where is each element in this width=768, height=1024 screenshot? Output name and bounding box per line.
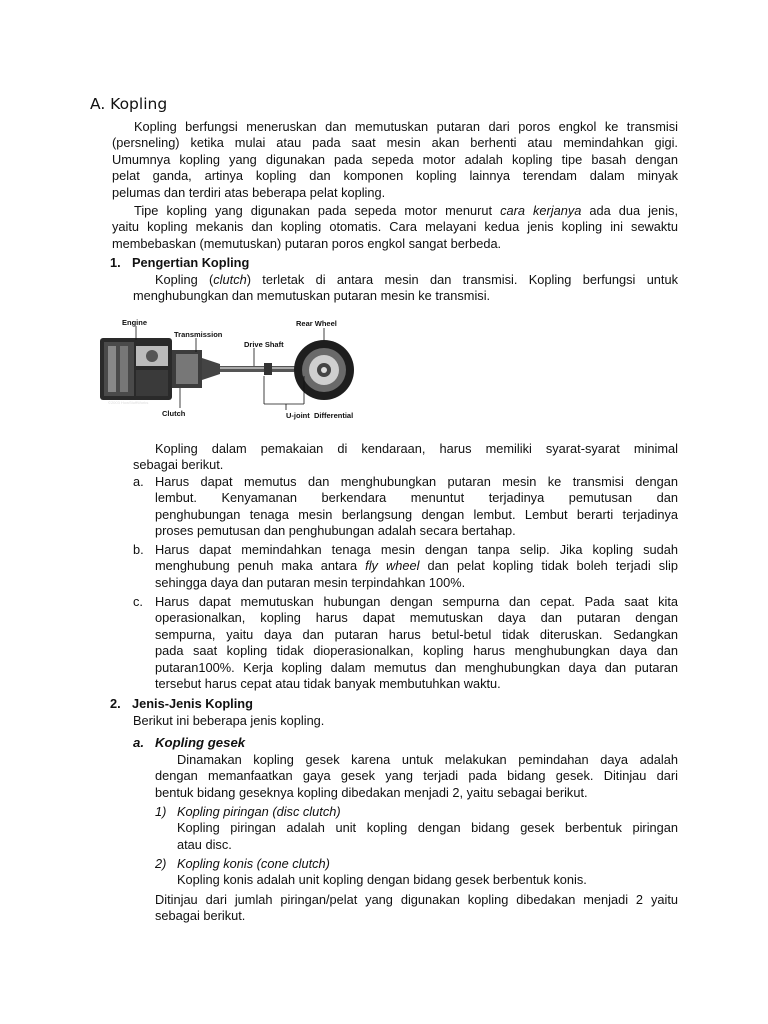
text-line: dengan memanfaatkan gaya gesek yang terjadi pada bidang gesek. Ditinjau dari xyxy=(155,768,678,784)
item-text xyxy=(155,594,678,692)
text-line: menghubungkan dan memutuskan putaran mesin ke transmisi. xyxy=(133,288,491,304)
rear-wheel-illustration xyxy=(294,340,354,400)
text-line: Umumnya kopling yang digunakan pada sepeda motor adalah kopling tipe basah dengan xyxy=(112,151,678,167)
label-rear-wheel: Rear Wheel xyxy=(296,319,337,328)
text-line: sebagai berikut. xyxy=(155,908,246,924)
sec1-paragraph-2 xyxy=(133,441,678,474)
item-label: b. xyxy=(133,542,144,557)
figure-copyright: ©2003 HowStuffWorks xyxy=(108,400,149,405)
emphasis-fly-wheel: fly wheel xyxy=(365,558,420,574)
text-line: Kopling konis adalah unit kopling dengan bidang gesek berbentuk konis. xyxy=(177,872,587,888)
subsection-title: Kopling gesek xyxy=(155,735,246,750)
text-run: ada dua jenis, xyxy=(581,203,678,218)
section-1-heading xyxy=(110,255,249,270)
subsection-a-heading xyxy=(133,735,245,750)
requirement-item-c xyxy=(133,594,678,694)
ujoint-illustration xyxy=(264,363,272,375)
text-line: putaran100%. Kerja kopling dalam memutus dan menghubungkan daya dan putaran xyxy=(155,659,678,675)
section-a-heading: A. Kopling xyxy=(90,95,168,113)
drivetrain-diagram xyxy=(96,316,366,428)
intro-paragraph-2 xyxy=(112,203,678,252)
text-line: Harus dapat memutus dan menghubungkan putaran mesin ke transmisi dengan xyxy=(155,474,678,489)
engine-illustration xyxy=(100,338,172,400)
item-label: 1) xyxy=(155,804,167,819)
text-line: operasionalkan, kopling harus dapat memutuskan daya dan putaran dengan xyxy=(155,610,678,626)
text-line xyxy=(133,272,678,288)
subsection-number: a. xyxy=(133,735,144,750)
text-line: sebagai berikut. xyxy=(133,457,224,473)
text-line: (persneling) ketika mulai atau pada saat mesin akan berhenti atau memindahkan gigi. xyxy=(112,135,678,151)
text-line: pelat ganda, artinya kopling dan komponen kopling lainnya terendam dalam minyak xyxy=(112,168,678,184)
text-line: sehingga daya dan putaran mesin terpindahkan 100%. xyxy=(155,574,466,590)
requirement-item-a xyxy=(133,474,678,540)
text-line: Harus dapat memindahkan tenaga mesin dengan tanpa selip. Jika kopling sudah xyxy=(155,542,678,557)
text-line: Ditinjau dari jumlah piringan/pelat yang digunakan kopling dibedakan menjadi 2 yaitu xyxy=(155,892,678,907)
item-label: a. xyxy=(133,474,144,489)
section-title: Pengertian Kopling xyxy=(132,255,250,270)
label-differential: Differential xyxy=(314,411,354,420)
requirement-item-b xyxy=(133,542,678,592)
text-line: membebaskan (memutuskan) putaran poros engkol sangat berbeda. xyxy=(112,235,502,251)
item-text xyxy=(155,542,678,591)
text-line: Harus dapat memutuskan hubungan dengan sempurna dan cepat. Pada saat kita xyxy=(155,594,678,609)
sec1-paragraph-1 xyxy=(133,272,678,305)
text-line: yaitu kopling mekanis dan kopling otomatis. Cara melayani kedua jenis kopling ini sewaktu xyxy=(112,219,678,235)
emphasis-cara-kerjanya: cara kerjanya xyxy=(500,203,582,218)
text-line: lembut. Kenyamanan berkendara menuntut terjadinya pemutusan dan xyxy=(155,490,678,506)
item-text xyxy=(177,804,678,853)
text-line: bentuk bidang geseknya kopling dibedakan menjadi 2, yaitu sebagai berikut. xyxy=(155,784,588,800)
item-title: Kopling piringan (disc clutch) xyxy=(177,804,341,819)
section-2-heading xyxy=(110,696,253,711)
text-line: pelumas dan terdiri atas beberapa pelat kopling. xyxy=(112,184,386,200)
emphasis-clutch: clutch xyxy=(213,272,247,287)
text-line: sempurna, yaitu daya dan putaran harus betul-betul tidak diteruskan. Sedangkan xyxy=(155,626,678,642)
text-run: dan pelat kopling tidak boleh terjadi slip xyxy=(419,558,678,574)
subsection-a-paragraph xyxy=(155,752,678,801)
item-text xyxy=(155,474,678,540)
item-label: 2) xyxy=(155,856,167,871)
label-transmission: Transmission xyxy=(174,330,223,339)
label-engine: Engine xyxy=(122,318,148,327)
transmission-illustration xyxy=(172,350,220,388)
text-line: Kopling berfungsi meneruskan dan memutuskan putaran dari poros engkol ke transmisi xyxy=(134,119,678,134)
item-title: Kopling konis (cone clutch) xyxy=(177,856,330,871)
text-line: pada saat kopling tidak dioperasionalkan, kopling harus menghubungkan daya dan xyxy=(155,643,678,659)
section-number: 1. xyxy=(110,255,121,270)
text-run: ) terletak di antara mesin dan transmisi. Kopling berfungsi untuk xyxy=(246,272,678,287)
text-line: proses pemutusan dan penghubungan adalah secara bertahap. xyxy=(155,523,516,539)
text-line: Kopling dalam pemakaian di kendaraan, harus memiliki syarat-syarat minimal xyxy=(155,441,678,456)
text-line: atau disc. xyxy=(177,836,232,852)
label-drive-shaft: Drive Shaft xyxy=(244,340,284,349)
text-line xyxy=(112,203,678,219)
item-text xyxy=(177,856,678,889)
subsection-a-closing xyxy=(155,892,678,925)
text-line: Dinamakan kopling gesek karena untuk melakukan pemindahan daya adalah xyxy=(177,752,678,767)
text-line xyxy=(155,558,678,574)
label-clutch: Clutch xyxy=(162,409,186,418)
item-label: c. xyxy=(133,594,143,609)
text-line: tersebut harus cepat atau tidak banyak membutuhkan waktu. xyxy=(155,676,501,692)
text-line: penghubungan tenaga mesin berlangsung dengan lembut. Lembut berarti terjadinya xyxy=(155,506,678,522)
section-title: Jenis-Jenis Kopling xyxy=(132,696,253,711)
text-run: Kopling ( xyxy=(155,272,214,287)
text-run: Tipe kopling yang digunakan pada sepeda motor menurut xyxy=(134,203,501,218)
friction-type-item-2 xyxy=(155,856,678,890)
section-number: 2. xyxy=(110,696,121,711)
sec2-intro xyxy=(133,713,678,729)
text-run: menghubung penuh maka antara xyxy=(155,558,366,574)
text-line: Berikut ini beberapa jenis kopling. xyxy=(133,713,325,728)
text-line: Kopling piringan adalah unit kopling dengan bidang gesek berbentuk piringan xyxy=(177,820,678,836)
friction-type-item-1 xyxy=(155,804,678,854)
label-ujoint: U-joint xyxy=(286,411,310,420)
intro-paragraph-1 xyxy=(112,119,678,201)
